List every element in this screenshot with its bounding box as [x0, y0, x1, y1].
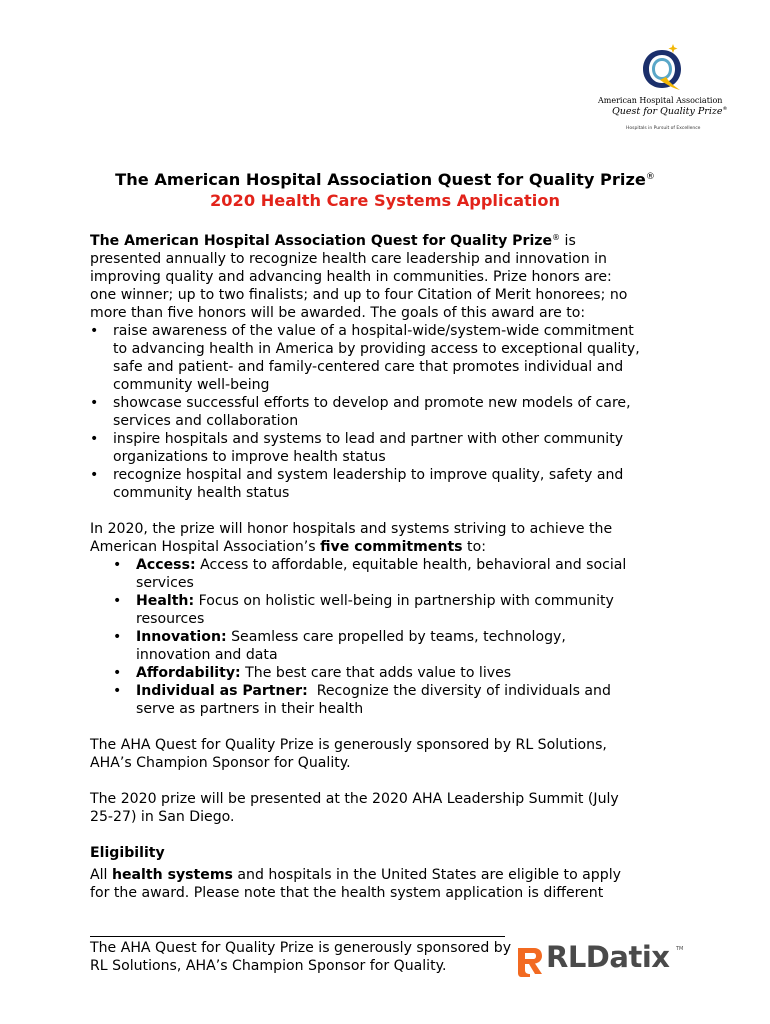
logo-tagline: Hospitals in Pursuit of Excellence: [626, 126, 701, 131]
rldatix-logo: [514, 940, 684, 980]
list-item: • Individual as Partner: Recognize the diversity of individuals and serve as partners in their health: [113, 683, 611, 717]
list-item: • Health: Focus on holistic well-being in partnership with community resources: [113, 593, 614, 627]
document-body: [90, 229, 690, 902]
list-item: • Innovation: Seamless care propelled by teams, technology, innovation and data: [113, 629, 566, 663]
list-item: • Affordability: The best care that adds value to lives: [113, 665, 512, 681]
list-item: • showcase successful efforts to develop and promote new models of care, services and collaboration: [90, 395, 631, 429]
footnote-divider: [90, 936, 505, 937]
intro-paragraph: The American Hospital Association Quest for Quality Prize® is presented annually to recognize health care leadership and innovation in improving quality and advancing health in communities. Prize honors are: one winner; up to two finalists; and up to four Citation of Merit honorees; no more than five honors will be awarded. The goals of this award are to:: [90, 233, 628, 321]
rldatix-wordmark: RLDatix: [546, 940, 670, 974]
commitments-intro: In 2020, the prize will honor hospitals and systems striving to achieve the American Hospital Association’s five commitments to:: [90, 521, 613, 555]
goals-list: [90, 322, 690, 502]
commitments-list: [90, 556, 690, 718]
eligibility-paragraph: All health systems and hospitals in the United States are eligible to apply for the award. Please note that the health system application is different: [90, 867, 621, 901]
document-title: The American Hospital Association Quest for Quality Prize®: [115, 170, 655, 189]
list-item: • raise awareness of the value of a hospital-wide/system-wide commitment to advancing health in America by providing access to exceptional quality, safe and patient- and family-centered care that promotes individual and community well-being: [90, 323, 640, 393]
logo-org-name: American Hospital Association: [598, 96, 723, 105]
document-subtitle: 2020 Health Care Systems Application: [210, 191, 560, 210]
quest-q-icon: [640, 44, 684, 94]
logo-prize-name: Quest for Quality Prize®: [612, 106, 728, 118]
list-item: • Access: Access to affordable, equitable health, behavioral and social services: [113, 557, 627, 591]
eligibility-heading: Eligibility: [90, 845, 165, 861]
aha-quest-logo: [594, 44, 728, 136]
sponsor-paragraph: The AHA Quest for Quality Prize is generously sponsored by RL Solutions, AHA’s Champion Sponsor for Quality.: [90, 737, 607, 771]
summit-paragraph: The 2020 prize will be presented at the 2020 AHA Leadership Summit (July 25-27) in San Diego.: [90, 791, 619, 825]
list-item: • inspire hospitals and systems to lead and partner with other community organizations to improve health status: [90, 431, 624, 465]
list-item: • recognize hospital and system leadership to improve quality, safety and community health status: [90, 467, 624, 501]
rldatix-trademark: TM: [676, 946, 684, 952]
rldatix-mark-icon: [514, 944, 544, 978]
footnote: The AHA Quest for Quality Prize is generously sponsored by RL Solutions, AHA’s Champion Sponsor for Quality.: [90, 940, 512, 974]
